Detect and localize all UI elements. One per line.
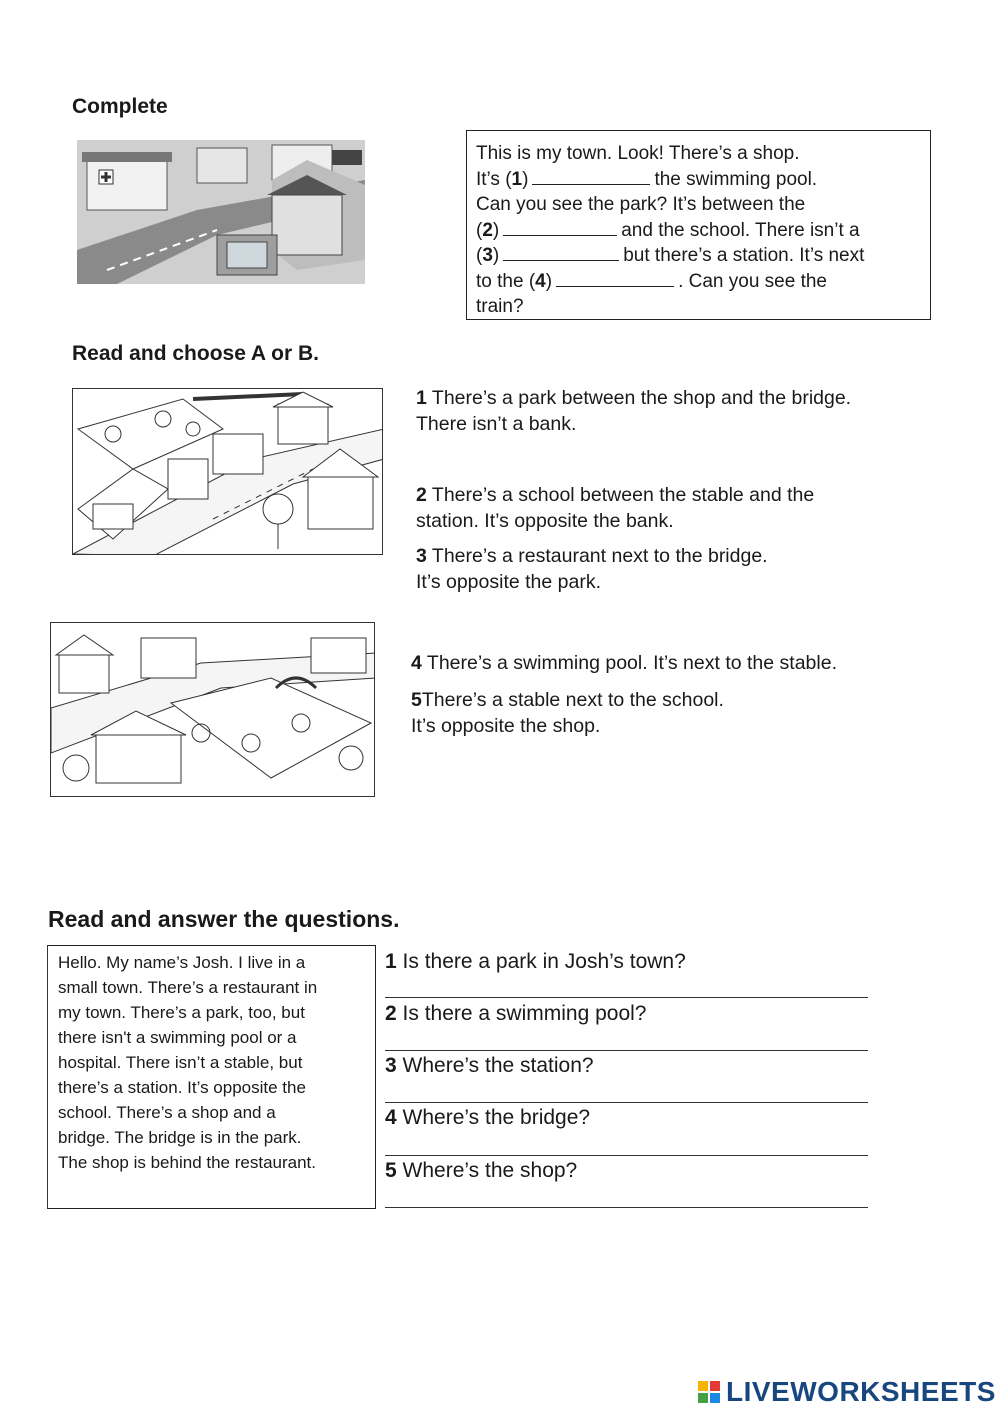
answer-line-4[interactable] — [385, 1155, 868, 1156]
story-line: there isn't a swimming pool or a — [58, 1028, 297, 1047]
story-line: hospital. There isn’t a stable, but — [58, 1053, 303, 1072]
town-drawing-a-image — [72, 388, 383, 555]
choose-item-1: 1 There’s a park between the shop and the bridge. There isn’t a bank. — [416, 387, 852, 435]
town-drawing-b-image — [50, 622, 375, 797]
logo-text: LIVEWORKSHEETS — [726, 1376, 996, 1407]
complete-line-2: It’s (1) the swimming pool. — [476, 168, 818, 190]
story-box — [47, 945, 376, 1209]
blank-2-line[interactable] — [503, 221, 617, 236]
blank-3-line[interactable] — [503, 246, 619, 261]
story-line: school. There’s a shop and a — [58, 1103, 276, 1122]
complete-heading: Complete — [72, 95, 168, 118]
story-line: my town. There’s a park, too, but — [58, 1003, 305, 1022]
choose-item-2: 2 There’s a school between the stable and the station. It’s opposite the bank. — [416, 484, 815, 532]
answer-line-5[interactable] — [385, 1207, 868, 1208]
town-photo-image — [77, 140, 365, 284]
story-line: there’s a station. It’s opposite the — [58, 1078, 306, 1097]
complete-line-7: train? — [476, 296, 524, 317]
complete-line-6: to the (4) . Can you see the — [476, 270, 827, 292]
logo-blocks-icon — [698, 1381, 720, 1403]
story-line: small town. There’s a restaurant in — [58, 978, 318, 997]
answer-line-3[interactable] — [385, 1102, 868, 1103]
read-choose-heading: Read and choose A or B. — [72, 342, 319, 365]
liveworksheets-logo — [698, 1376, 996, 1408]
question-4: 4 Where’s the bridge? — [385, 1106, 591, 1129]
complete-line-1: This is my town. Look! There’s a shop. — [476, 143, 800, 164]
read-answer-heading: Read and answer the questions. — [48, 906, 400, 932]
story-line: The shop is behind the restaurant. — [58, 1153, 316, 1172]
blank-4-line[interactable] — [556, 272, 674, 287]
question-2: 2 Is there a swimming pool? — [385, 1002, 647, 1025]
choose-item-3: 3 There’s a restaurant next to the bridge. It’s opposite the park. — [416, 545, 768, 593]
question-3: 3 Where’s the station? — [385, 1054, 594, 1077]
choose-item-4: 4 There’s a swimming pool. It’s next to the stable. — [411, 652, 837, 674]
complete-text-box — [466, 130, 931, 320]
complete-line-4: (2) and the school. There isn’t a — [476, 219, 860, 241]
question-5: 5 Where’s the shop? — [385, 1159, 578, 1182]
complete-line-3: Can you see the park? It’s between the — [476, 194, 806, 215]
choose-item-5: 5There’s a stable next to the school. It’s opposite the shop. — [411, 689, 724, 737]
story-line: Hello. My name’s Josh. I live in a — [58, 953, 306, 972]
story-line: bridge. The bridge is in the park. — [58, 1128, 302, 1147]
question-1: 1 Is there a park in Josh’s town? — [385, 950, 686, 973]
answer-line-1[interactable] — [385, 997, 868, 998]
blank-1-line[interactable] — [532, 170, 650, 185]
complete-line-5: (3) but there’s a station. It’s next — [476, 245, 865, 266]
answer-line-2[interactable] — [385, 1050, 868, 1051]
